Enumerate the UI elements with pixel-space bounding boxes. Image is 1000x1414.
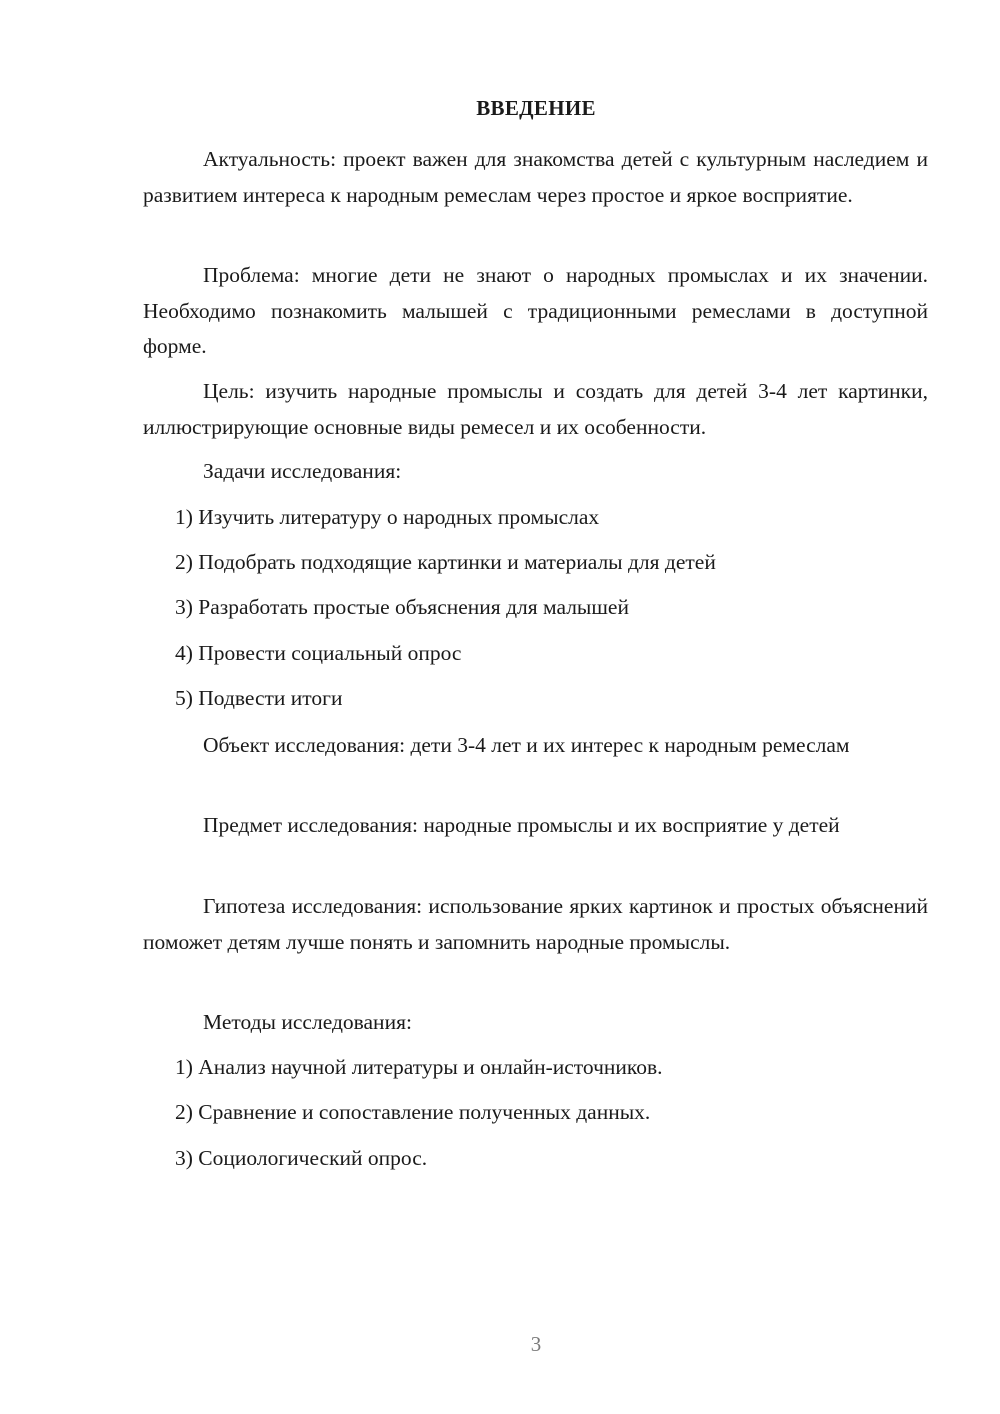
methods-title: Методы исследования: xyxy=(203,1010,412,1034)
page-number: 3 xyxy=(530,1332,542,1356)
hypothesis-paragraph: Гипотеза исследования: использование ярких картинок и простых объяснений поможет детям лучше понять и запомнить народные промыслы. xyxy=(143,894,928,954)
task-item: 5) Подвести итоги xyxy=(175,686,343,710)
tasks-title: Задачи исследования: xyxy=(203,459,402,483)
section-heading: ВВЕДЕНИЕ xyxy=(476,96,596,120)
relevance-paragraph: Актуальность: проект важен для знакомства детей с культурным наследием и развитием интереса к народным ремеслам через простое и яркое восприятие. xyxy=(143,147,928,207)
object-paragraph: Объект исследования: дети 3-4 лет и их интерес к народным ремеслам xyxy=(203,733,850,757)
task-item: 1) Изучить литературу о народных промыслах xyxy=(175,505,600,529)
goal-paragraph: Цель: изучить народные промыслы и создать для детей 3-4 лет картинки, иллюстрирующие основные виды ремесел и их особенности. xyxy=(143,379,928,439)
method-item: 3) Социологический опрос. xyxy=(175,1146,428,1170)
subject-paragraph: Предмет исследования: народные промыслы и их восприятие у детей xyxy=(203,813,840,837)
method-item: 1) Анализ научной литературы и онлайн-источников. xyxy=(175,1055,663,1079)
task-item: 3) Разработать простые объяснения для малышей xyxy=(175,595,629,619)
problem-paragraph: Проблема: многие дети не знают о народных промыслах и их значении. Необходимо познакомить малышей с традиционными ремеслами в доступной форме. xyxy=(143,263,928,358)
task-item: 4) Провести социальный опрос xyxy=(175,641,462,665)
task-item: 2) Подобрать подходящие картинки и материалы для детей xyxy=(175,550,716,574)
method-item: 2) Сравнение и сопоставление полученных данных. xyxy=(175,1100,651,1124)
